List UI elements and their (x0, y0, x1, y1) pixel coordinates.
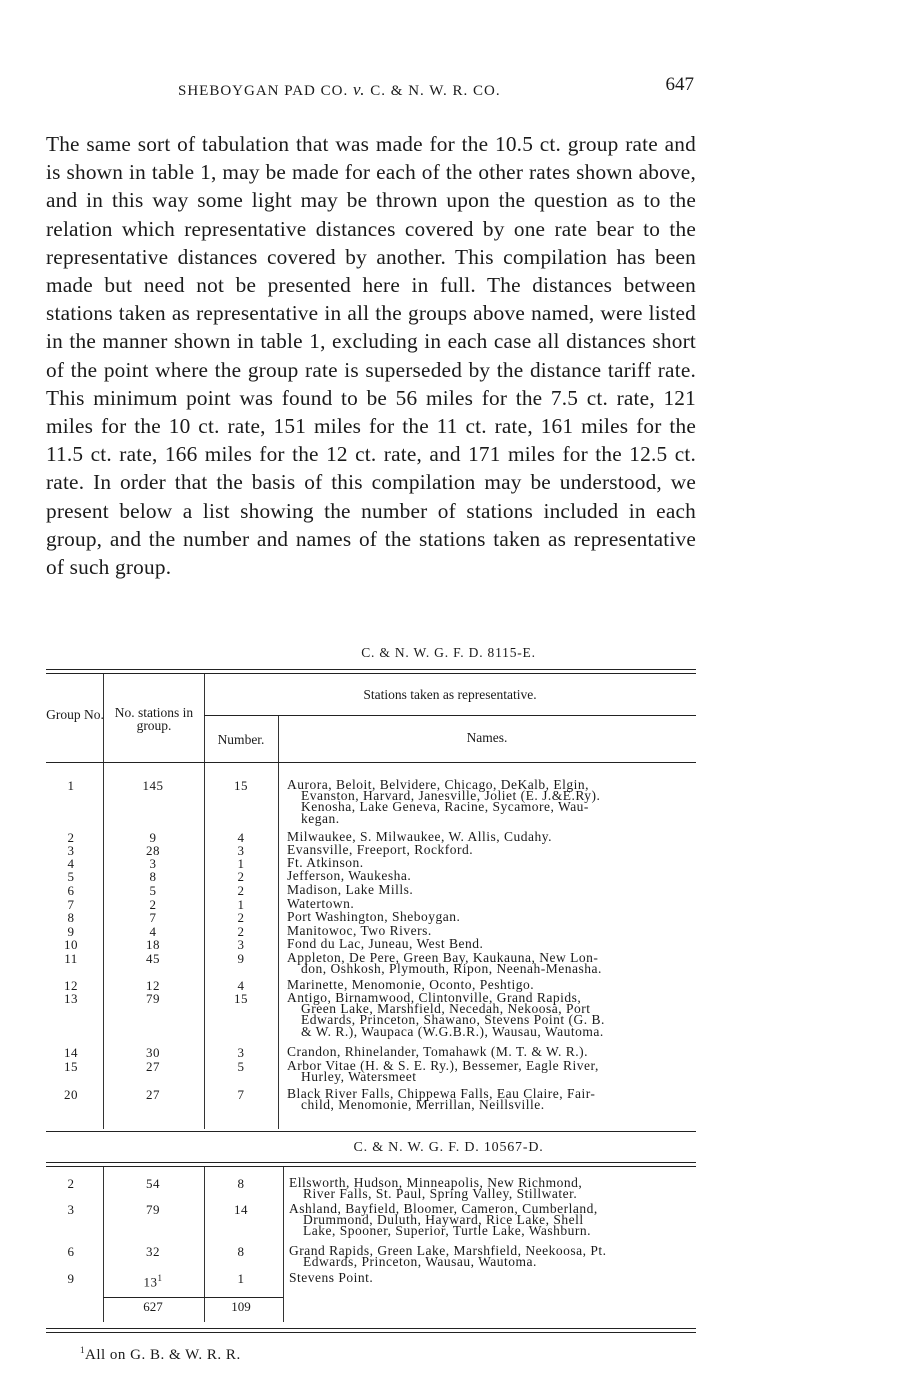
station-count: 18 (146, 937, 160, 952)
station-count: 4 (149, 924, 157, 939)
group-number: 14 (64, 1045, 78, 1060)
station-names-line: Drummond, Duluth, Hayward, Rice Lake, Shell (303, 1212, 584, 1228)
station-names-line: Madison, Lake Mills. (287, 882, 414, 897)
group-number: 4 (67, 856, 75, 871)
station-names-line: Fond du Lac, Juneau, West Bend. (287, 936, 484, 951)
representative-count: 15 (234, 991, 248, 1006)
table1-bottom-rule (46, 1131, 696, 1132)
table1-caption: C. & N. W. G. F. D. 8115-E. (361, 645, 536, 660)
station-names-line: Arbor Vitae (H. & S. E. Ry.), Bessemer, Eagle River, (287, 1058, 599, 1073)
station-names-line: Edwards, Princeton, Shawano, Stevens Point (G. B. (301, 1012, 605, 1028)
header-no-stations: No. stations in group. (114, 705, 194, 733)
representative-count: 8 (237, 1244, 245, 1259)
group-number: 10 (64, 937, 78, 952)
table1-top-rule-double (46, 673, 696, 674)
station-names-line: Jefferson, Waukesha. (287, 868, 412, 883)
station-names-line: Watertown. (287, 896, 355, 911)
station-count: 79 (146, 1202, 160, 1217)
representative-count: 3 (237, 1045, 245, 1060)
station-names-line: Ashland, Bayfield, Bloomer, Cameron, Cumberland, (289, 1201, 598, 1216)
station-names-line: Hurley, Watersmeet (301, 1069, 417, 1085)
group-number: 6 (67, 883, 75, 898)
table2-col-divider-3 (283, 1167, 284, 1322)
representative-count: 4 (237, 978, 245, 993)
station-count: 28 (146, 843, 160, 858)
station-names-line: Edwards, Princeton, Wausau, Wautoma. (303, 1254, 537, 1270)
group-number: 20 (64, 1087, 78, 1102)
group-number: 9 (67, 924, 75, 939)
station-count: 5 (149, 883, 157, 898)
station-count: 79 (146, 991, 160, 1006)
station-names-line: don, Oshkosh, Plymouth, Ripon, Neenah-Menasha. (301, 961, 602, 977)
footnote-ref: 1 (157, 1273, 163, 1283)
representative-count: 9 (237, 951, 245, 966)
station-count: 2 (149, 897, 157, 912)
station-names-line: Manitowoc, Two Rivers. (287, 923, 432, 938)
representative-count: 1 (237, 1271, 245, 1286)
representative-count: 14 (234, 1202, 248, 1217)
running-head-right: C. & N. W. R. CO. (370, 83, 501, 99)
station-names-line: Crandon, Rhinelander, Tomahawk (M. T. & W. R.). (287, 1044, 588, 1059)
station-count: 30 (146, 1045, 160, 1060)
group-number: 8 (67, 910, 75, 925)
station-count: 7 (149, 910, 157, 925)
group-number: 2 (67, 1176, 75, 1191)
representative-count: 2 (237, 924, 245, 939)
page-number: 647 (665, 74, 694, 95)
station-names-line: Ellsworth, Hudson, Minneapolis, New Richmond, (289, 1175, 583, 1190)
station-count: $13^1$ (143, 1273, 163, 1290)
group-number: 7 (67, 897, 75, 912)
table2-bottom-rule (46, 1328, 696, 1329)
station-names-line: Antigo, Birnamwood, Clintonville, Grand Rapids, (287, 990, 582, 1005)
representative-count: 3 (237, 843, 245, 858)
representative-count: 5 (237, 1059, 245, 1074)
station-names-line: Port Washington, Sheboygan. (287, 909, 461, 924)
station-names-line: Aurora, Beloit, Belvidere, Chicago, DeKalb, Elgin, (287, 777, 590, 792)
station-names-line: Evanston, Harvard, Janesville, Joliet (E. J.&E.Ry). (301, 788, 601, 804)
group-number: 6 (67, 1244, 75, 1259)
page-header (48, 74, 694, 104)
station-names-line: Marinette, Menomonie, Oconto, Peshtigo. (287, 977, 535, 992)
group-number: 12 (64, 978, 78, 993)
station-count: 3 (149, 856, 157, 871)
station-count: 32 (146, 1244, 160, 1259)
station-names-line: Ft. Atkinson. (287, 855, 364, 870)
table1-subheader-rule (204, 715, 696, 716)
running-head-versus: v. (352, 80, 366, 99)
body-paragraph: The same sort of tabulation that was made for the 10.5 ct. group rate and is shown in table 1, may be made for each of the other rates shown above, and in this way some light may be thrown upon the question as to the relation which representative distances covered by one rate bear to the representative distances covered by another. This compilation has been made but need not be presented here in full. The distances between stations taken as representative in all the groups above named, were listed in the manner shown in table 1, excluding in each case all distances short of the point where the group rate is superseded by the distance tariff rate. This minimum point was found to be 56 miles for the 7.5 ct. rate, 121 miles for the 10 ct. rate, 151 miles for the 11 ct. rate, 161 miles for the 11.5 ct. rate, 166 miles for the 12 ct. rate, and 171 miles for the 12.5 ct. rate. In order that the basis of this compilation may be understood, we present below a list showing the number of stations included in each group, and the number and names of the stations taken as representative of such group. (46, 132, 696, 580)
total-number: 109 (231, 1299, 251, 1314)
station-names-line: Stevens Point. (289, 1270, 374, 1285)
station-count: 45 (146, 951, 160, 966)
station-names-line: Grand Rapids, Green Lake, Marshfield, Neekoosa, Pt. (289, 1243, 607, 1258)
station-names-line: Evansville, Freeport, Rockford. (287, 842, 474, 857)
group-number: 11 (64, 951, 78, 966)
table2-top-rule-double (46, 1166, 696, 1167)
table2-col-divider-2 (204, 1167, 205, 1322)
group-number: 13 (64, 991, 78, 1006)
station-names-line: & W. R.), Waupaca (W.G.B.R.), Wausau, Wautoma. (301, 1023, 604, 1039)
table2-total-rule (103, 1297, 283, 1298)
station-names-line: Kenosha, Lake Geneva, Racine, Sycamore, Wau- (301, 799, 589, 815)
station-count: 27 (146, 1059, 160, 1074)
station-names-line: kegan. (301, 810, 340, 826)
group-number: 9 (67, 1271, 75, 1286)
representative-count: 8 (237, 1176, 245, 1191)
table1-col-divider-3 (278, 716, 279, 1129)
header-names: Names. (466, 730, 508, 745)
representative-count: 2 (237, 869, 245, 884)
station-count: 27 (146, 1087, 160, 1102)
table2-col-divider-1 (103, 1167, 104, 1322)
station-names-line: Milwaukee, S. Milwaukee, W. Allis, Cudahy. (287, 829, 552, 844)
total-stations: 627 (143, 1299, 163, 1314)
station-count: 145 (142, 778, 164, 793)
group-number: 5 (67, 869, 75, 884)
table2-caption: C. & N. W. G. F. D. 10567-D. (353, 1140, 544, 1155)
station-names-line: Green Lake, Marshfield, Necedah, Nekoosa, Port (301, 1001, 591, 1017)
table2-bottom-rule-double (46, 1332, 696, 1333)
station-count: 12 (146, 978, 160, 993)
table1-header-rule (46, 762, 696, 763)
station-names-line: Lake, Spooner, Superior, Turtle Lake, Washburn. (303, 1223, 592, 1239)
group-number: 3 (67, 1202, 75, 1217)
group-number: 15 (64, 1059, 78, 1074)
table1-col-divider-1 (103, 674, 104, 1129)
station-names-line: Black River Falls, Chippewa Falls, Eau Claire, Fair- (287, 1086, 596, 1101)
station-names-line: River Falls, St. Paul, Spring Valley, Stillwater. (303, 1186, 578, 1202)
group-number: 3 (67, 843, 75, 858)
representative-count: 7 (237, 1087, 245, 1102)
representative-count: 2 (237, 910, 245, 925)
representative-count: 2 (237, 883, 245, 898)
station-count: 8 (149, 869, 157, 884)
table1-top-rule (46, 669, 696, 670)
representative-count: 1 (237, 856, 245, 871)
footnote-text: All on G. B. & W. R. R. (85, 1347, 241, 1363)
representative-count: 4 (237, 830, 245, 845)
group-number: 2 (67, 830, 75, 845)
station-count: 54 (146, 1176, 160, 1191)
footnote-marker: 1 (80, 1345, 85, 1355)
running-head (178, 80, 501, 100)
header-representative: Stations taken as representative. (363, 687, 537, 702)
group-number: 1 (67, 778, 75, 793)
footnote (80, 1345, 241, 1364)
header-number: Number. (217, 732, 265, 747)
station-names-line: child, Menomonie, Merrillan, Neillsville. (301, 1097, 545, 1113)
representative-count: 15 (234, 778, 248, 793)
representative-count: 3 (237, 937, 245, 952)
table2-top-rule (46, 1162, 696, 1163)
running-head-left: SHEBOYGAN PAD CO. (178, 83, 349, 99)
representative-count: 1 (237, 897, 245, 912)
header-group-no: Group No. (46, 707, 104, 722)
station-count: 9 (149, 830, 157, 845)
station-names-line: Appleton, De Pere, Green Bay, Kaukauna, New Lon- (287, 950, 599, 965)
